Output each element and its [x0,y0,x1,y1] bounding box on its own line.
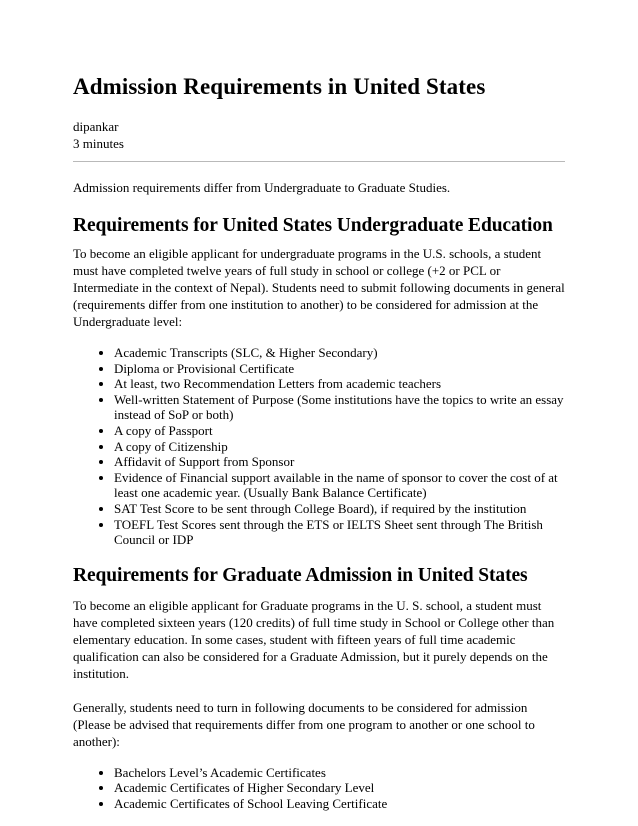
undergrad-paragraph: To become an eligible applicant for undergraduate programs in the U.S. schools, a student must have completed twelve years of full study in school or college (+2 or PCL or Intermediate in the context of Nepal). Students need to submit following documents in general (requirements differ from one institution to another) to be considered for admission at the Undergraduate level: [73,246,565,329]
page-title: Admission Requirements in United States [73,74,486,99]
graduate-heading: Requirements for Graduate Admission in United States [73,564,528,586]
list-item: • Well-written Statement of Purpose (Some institutions have the topics to write an essay instead of SoP or both) [114,392,565,423]
graduate-requirements-list [73,765,565,812]
divider [73,161,565,162]
list-item: • Academic Certificates of Higher Secondary Level [114,780,565,796]
list-item: • Bachelors Level’s Academic Certificates [114,765,565,781]
article [73,70,565,812]
list-item: • A copy of Citizenship [114,439,565,455]
list-item: • Affidavit of Support from Sponsor [114,454,565,470]
list-item: • Diploma or Provisional Certificate [114,361,565,377]
list-item: • At least, two Recommendation Letters from academic teachers [114,376,565,392]
list-item: • SAT Test Score to be sent through College Board), if required by the institution [114,501,565,517]
list-item: • TOEFL Test Scores sent through the ETS or IELTS Sheet sent through The British Council or IDP [114,517,565,548]
author: dipankar [73,119,119,134]
list-item: • Evidence of Financial support available in the name of sponsor to cover the cost of at least one academic year. (Usually Bank Balance Certificate) [114,470,565,501]
list-item: • A copy of Passport [114,423,565,439]
undergrad-requirements-list [73,345,565,548]
list-item: • Academic Certificates of School Leaving Certificate [114,796,565,812]
read-time: 3 minutes [73,136,124,151]
intro-paragraph: Admission requirements differ from Undergraduate to Graduate Studies. [73,180,451,195]
article-meta [73,118,565,152]
undergrad-heading: Requirements for United States Undergraduate Education [73,215,553,236]
graduate-paragraph-1: To become an eligible applicant for Graduate programs in the U. S. school, a student must have completed sixteen years (120 credits) of full time study in School or College other than elementary education. In some cases, student with fifteen years of full time academic qualification can also be considered for a Graduate Admission, but it purely depends on the institution. [73,597,555,681]
graduate-paragraph-2: Generally, students need to turn in following documents to be considered for admission (Please be advised that requirements differ from one program to another or one school to another): [73,699,535,749]
list-item: • Academic Transcripts (SLC, & Higher Secondary) [114,345,565,361]
